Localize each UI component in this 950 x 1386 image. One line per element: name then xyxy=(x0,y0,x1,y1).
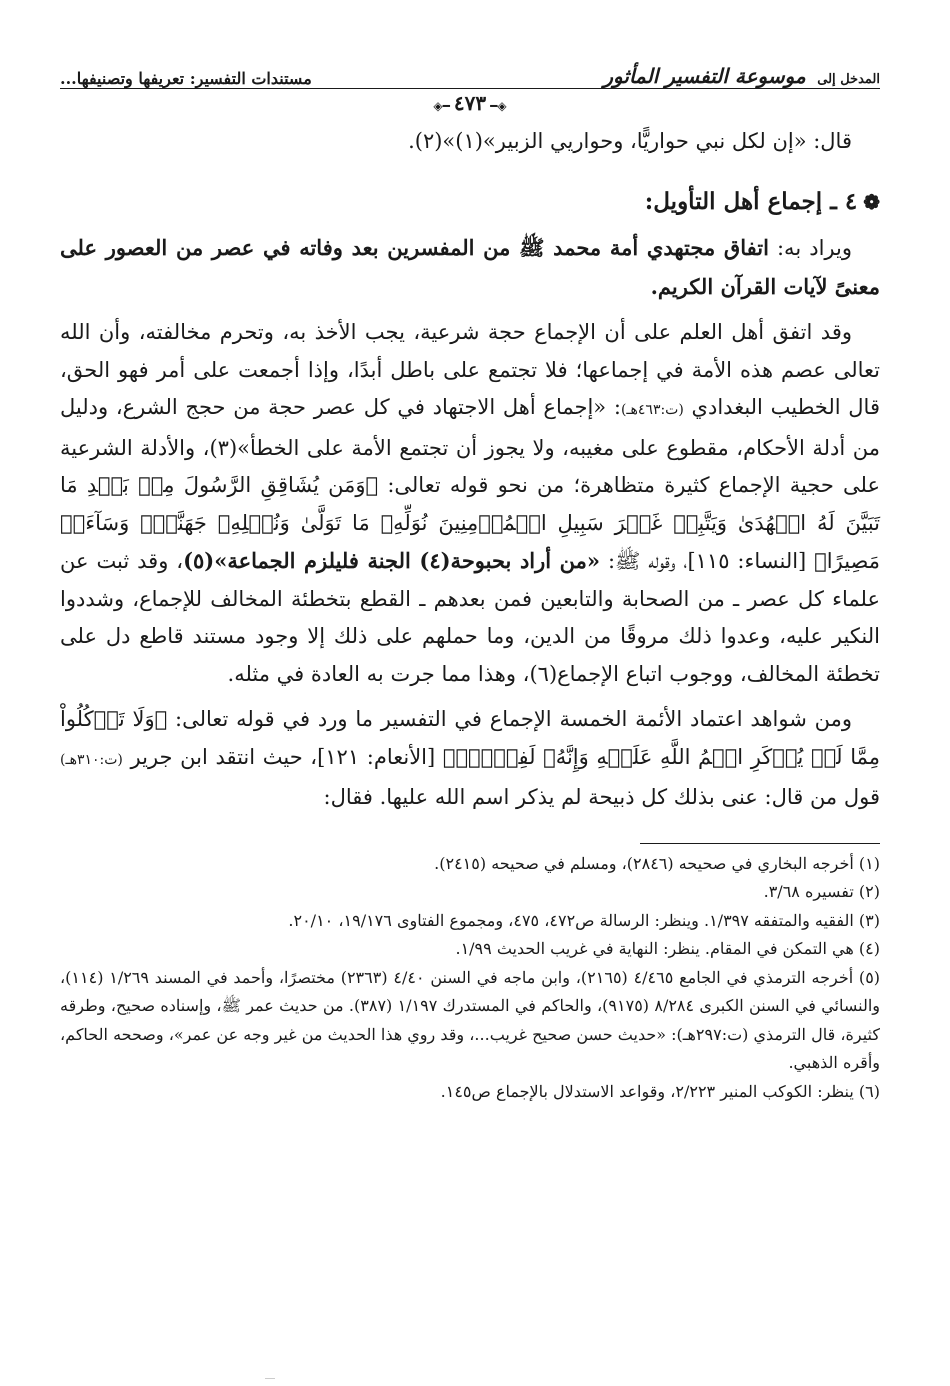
p1-death-date: (ت:٤٦٣هـ) xyxy=(620,402,684,418)
p1-part-a: وقد اتفق أهل العلم على أن الإجماع حجة شرعية، يجب الأخذ به، وتحرم مخالفته، وأن الله تعالى عصم هذه الأمة في إجماعها؛ فلا تجتمع على باطل أبدًا، وإذا أجمعت على أمر فهو الحق، قال الخطيب البغدادي xyxy=(60,320,880,419)
page-number-line xyxy=(60,91,880,115)
ornament-icon: ◈━ xyxy=(490,99,507,113)
book-title: موسوعة التفسير المأثور xyxy=(603,64,806,88)
p2-part-a: ومن شواهد اعتماد الأئمة الخمسة الإجماع في التفسير ما ورد في قوله تعالى: ﴿وَلَا تَأۡكُلُواْ مِمَّا لَمۡ يُذۡكَرِ اسۡمُ اللَّهِ عَلَيۡهِ وَإِنَّهُۥ لَفِسۡقٌۗ﴾ [الأنعام: ١٢١]، حيث انتقد ابن جرير xyxy=(60,707,880,769)
running-header xyxy=(60,50,880,89)
chapter-title: مستندات التفسير: تعريفها وتصنيفها... xyxy=(60,69,312,88)
book-prefix: المدخل إلى xyxy=(817,72,880,87)
definition-lead: ويراد به: xyxy=(768,236,852,260)
p2-death-date: (ت:٣١٠هـ) xyxy=(60,751,123,768)
ijma-paragraph xyxy=(60,314,880,693)
p1-part-b: : «إجماع أهل الاجتهاد في كل عصر حجة من حجج الشرع، ودليل من أدلة الأحكام، مقطوع على مغيبه، ولا يجوز أن تجتمع الأمة على الخطأ»(٣)، والأدلة الشرعية على حجية الإجماع كثيرة متظاهرة؛ من نحو قوله تعالى: ﴿وَمَن يُشَاقِقِ الرَّسُولَ مِنۢ بَعۡدِ مَا تَبَيَّنَ لَهُ الۡهُدَىٰ وَيَتَّبِعۡ غَيۡرَ سَبِيلِ الۡمُؤۡمِنِينَ نُوَلِّهِۦ مَا تَوَلَّىٰ وَنُصۡلِهِۦ جَهَنَّمَۖ وَسَآءَتۡ مَصِيرًا﴾ [النساء: ١١٥]، وقوله ﷺ: xyxy=(60,395,880,573)
page xyxy=(60,50,880,1106)
p1-part-c: ، وقد ثبت عن علماء كل عصر ـ من الصحابة والتابعين فمن بعدهم ـ القطع بتخطئة المخالف للإجماع، وشددوا النكير عليه، وعدوا ذلك مروقًا من الدين، وما حملهم على ذلك إلا وجود مستند قاطع دل على تخطئة المخالف، ووجوب اتباع الإجماع(٦)، وهذا مما جرت به العادة في مثله. xyxy=(60,549,880,686)
footnote-3: (٣) الفقيه والمتفقه ١/٣٩٧. وينظر: الرسالة ص٤٧٢، ٤٧٥، ومجموع الفتاوى ١٩/١٧٦، ٢٠/١٠. xyxy=(288,910,880,930)
footnote-1: (١) أخرجه البخاري في صحيحه (٢٨٤٦)، ومسلم في صحيحه (٢٤١٥). xyxy=(434,853,880,873)
definition-paragraph xyxy=(60,229,880,306)
section-title: ٤ ـ إجماع أهل التأويل: xyxy=(644,187,858,215)
main-text xyxy=(60,123,880,817)
page-number: ٤٧٣ xyxy=(453,91,487,115)
p2-part-b: قول من قال: عنى بذلك كل ذبيحة لم يذكر اسم الله عليها. فقال: xyxy=(323,785,880,809)
footnote-2: (٢) تفسيره ٣/٦٨. xyxy=(763,882,880,901)
flower-ornament-icon: ❁ xyxy=(863,189,880,214)
section-heading xyxy=(60,183,880,222)
footnote-5: (٥) أخرجه الترمذي في الجامع ٤/٤٦٥ (٢١٦٥)، وابن ماجه في السنن ٤/٤٠ (٢٣٦٣) مختصرًا، وأحمد في المسند ١/٢٦٩ (١١٤)، والنسائي في السنن الكبرى ٨/٢٨٤ (٩١٧٥)، والحاكم في المستدرك ١/١٩٧ (٣٨٧). من حديث عمر ﷺ، وإسناده صحيح، وطرقه كثيرة، قال الترمذي (ت:٢٩٧هـ): «حديث حسن صحيح غريب...، وقد روي هذا الحديث من غير وجه عن عمر»، وصححه الحاكم، وأقره الذهبي. xyxy=(60,967,881,1072)
example-paragraph xyxy=(60,701,880,817)
p1-hadith: «من أراد بحبوحة(٤) الجنة فليلزم الجماعة»(٥) xyxy=(183,548,601,573)
intro-line: قال: «إن لكل نبي حواريًّا، وحواريي الزبير»(١)»(٢). xyxy=(408,129,852,153)
footnotes xyxy=(60,850,880,1107)
ornament-icon: ━◈ xyxy=(433,99,450,113)
footnote-divider xyxy=(640,843,880,844)
scan-mark xyxy=(265,1378,275,1383)
footnote-4: (٤) هي التمكن في المقام. ينظر: النهاية في غريب الحديث ١/٩٩. xyxy=(455,939,880,958)
footnote-6: (٦) ينظر: الكوكب المنير ٢/٢٢٣، وقواعد الاستدلال بالإجماع ص١٤٥. xyxy=(440,1081,880,1101)
definition-text: اتفاق مجتهدي أمة محمد ﷺ من المفسرين بعد وفاته في عصر من العصور على معنىً لآيات القرآن الكريم. xyxy=(60,235,880,299)
book-title-logo xyxy=(603,64,880,88)
